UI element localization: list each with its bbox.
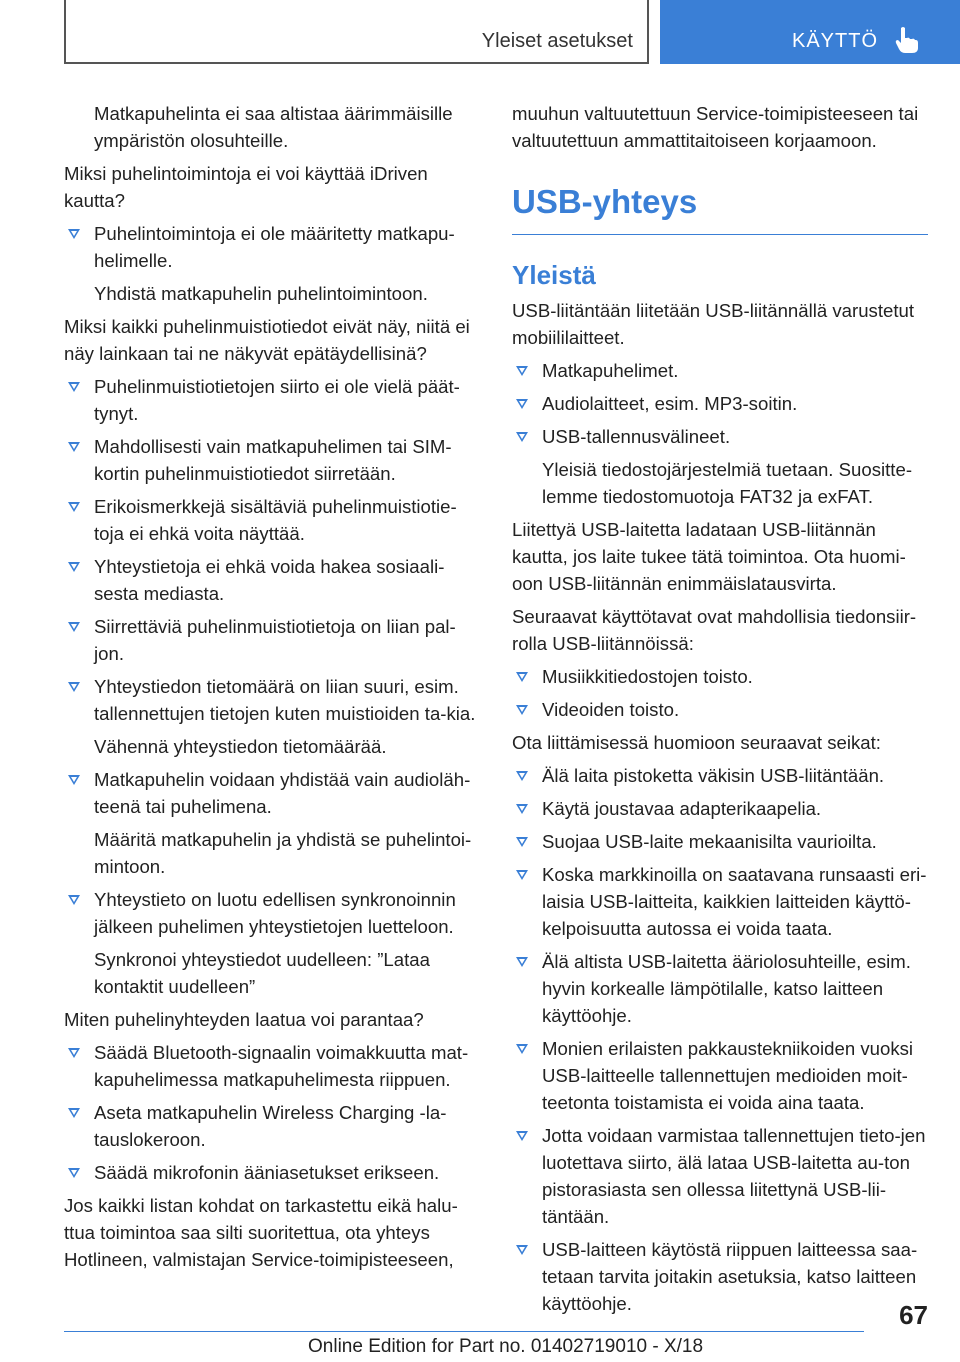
paragraph: Jos kaikki listan kohdat on tarkastettu eikä halu-ttua toimintoa saa silti suoritettua, ota yhteys Hotlineen, valmistajan Service-toimipisteeseen,	[64, 1195, 458, 1270]
list-item: Aseta matkapuhelin Wireless Charging -la-tauslokeroon.	[64, 1099, 480, 1153]
left-column	[64, 100, 480, 1279]
list-item: Puhelintoimintoja ei ole määritetty matkapu-helimelle.	[64, 220, 480, 274]
header-section-tab	[64, 0, 649, 64]
section-heading: USB-yhteys	[512, 182, 928, 235]
triangle-bullet-icon	[516, 366, 528, 376]
page-number: 67	[899, 1300, 928, 1330]
triangle-bullet-icon	[516, 1131, 528, 1141]
paragraph: Matkapuhelinta ei saa altistaa äärimmäisille ympäristön olosuhteille.	[94, 103, 453, 151]
list-item: Säädä Bluetooth-signaalin voimakkuutta mat-kapuhelimessa matkapuhelimesta riippuen.	[64, 1039, 480, 1093]
triangle-bullet-icon	[516, 771, 528, 781]
question: Miten puhelinyhteyden laatua voi parantaa?	[64, 1009, 424, 1030]
triangle-bullet-icon	[68, 229, 80, 239]
triangle-bullet-icon	[516, 705, 528, 715]
triangle-bullet-icon	[68, 502, 80, 512]
header-chapter-tab	[660, 0, 960, 64]
list-item: Yhteystieto on luotu edellisen synkronoinnin jälkeen puhelimen yhteystietojen luetteloon.	[64, 886, 480, 940]
list-sub: Määritä matkapuhelin ja yhdistä se puhelintoi-mintoon.	[94, 829, 472, 877]
section-title: Yleiset asetukset	[481, 30, 633, 52]
paragraph: USB-liitäntään liitetään USB-liitännällä varustetut mobiililaitteet.	[512, 300, 915, 348]
list-item: Älä altista USB-laitetta ääriolosuhteille, esim. hyvin korkealle lämpötilalle, katso laitteen käyttöohje.	[512, 948, 928, 1029]
list-item: Säädä mikrofonin ääniasetukset erikseen.	[64, 1159, 480, 1186]
footer-edition: Online Edition for Part no. 01402719010 - X/18	[308, 1336, 704, 1357]
list-item: Erikoismerkkejä sisältäviä puhelinmuistiotie-toja ei ehkä voita näyttää.	[64, 493, 480, 547]
triangle-bullet-icon	[516, 870, 528, 880]
list-item: Siirrettäviä puhelinmuistiotietoja on liian pal-jon.	[64, 613, 480, 667]
triangle-bullet-icon	[516, 804, 528, 814]
paragraph: Ota liittämisessä huomioon seuraavat seikat:	[512, 732, 881, 753]
triangle-bullet-icon	[516, 957, 528, 967]
list-sub: Synkronoi yhteystiedot uudelleen: ”Lataa kontaktit uudelleen”	[94, 949, 430, 997]
paragraph: muuhun valtuutettuun Service-toimipisteeseen tai valtuutettuun ammattitaitoiseen korjaamoon.	[512, 103, 919, 151]
subsection-heading: Yleistä	[512, 260, 596, 290]
list-item: Puhelinmuistiotietojen siirto ei ole vielä päät-tynyt.	[64, 373, 480, 427]
list-item: Matkapuhelimet.	[512, 357, 928, 384]
triangle-bullet-icon	[516, 1044, 528, 1054]
triangle-bullet-icon	[516, 1245, 528, 1255]
list-item: Jotta voidaan varmistaa tallennettujen tieto-jen luotettava siirto, älä lataa USB-laitetta au-ton pistorasiasta sen ollessa liitettynä USB-lii-täntään.	[512, 1122, 928, 1230]
list-item: Älä laita pistoketta väkisin USB-liitäntään.	[512, 762, 928, 789]
right-column	[512, 100, 928, 1323]
triangle-bullet-icon	[68, 382, 80, 392]
list-sub: Vähennä yhteystiedon tietomäärää.	[94, 736, 387, 757]
list-item: Videoiden toisto.	[512, 696, 928, 723]
paragraph: Liitettyä USB-laitetta ladataan USB-liitännän kautta, jos laite tukee tätä toimintoa. Ota huomi-oon USB-liitännän enimmäislatausvirta.	[512, 519, 906, 594]
triangle-bullet-icon	[68, 442, 80, 452]
list-item: USB-tallennusvälineet.	[512, 423, 928, 450]
list-item: Audiolaitteet, esim. MP3-soitin.	[512, 390, 928, 417]
list-item: USB-laitteen käytöstä riippuen laitteessa saa-tetaan tarvita joitakin asetuksia, katso laitteen käyttöohje.	[512, 1236, 928, 1317]
triangle-bullet-icon	[68, 562, 80, 572]
triangle-bullet-icon	[516, 432, 528, 442]
list-item: Yhteystiedon tietomäärä on liian suuri, esim. tallennettujen tietojen kuten muistioiden ta-kia.	[64, 673, 480, 727]
list-item: Monien erilaisten pakkaustekniikoiden vuoksi USB-laitteelle tallennettujen medioiden moit-teetonta toistamista ei voida aina taata.	[512, 1035, 928, 1116]
list-item: Matkapuhelin voidaan yhdistää vain audioläh-teenä tai puhelimena.	[64, 766, 480, 820]
triangle-bullet-icon	[68, 622, 80, 632]
chapter-title: KÄYTTÖ	[792, 30, 879, 52]
list-item: Mahdollisesti vain matkapuhelimen tai SIM-kortin puhelinmuistiotiedot siirretään.	[64, 433, 480, 487]
triangle-bullet-icon	[68, 1048, 80, 1058]
list-item: Yhteystietoja ei ehkä voida hakea sosiaali-sesta mediasta.	[64, 553, 480, 607]
triangle-bullet-icon	[68, 1168, 80, 1178]
triangle-bullet-icon	[68, 682, 80, 692]
triangle-bullet-icon	[516, 672, 528, 682]
triangle-bullet-icon	[516, 399, 528, 409]
question: Miksi puhelintoimintoja ei voi käyttää iDriven kautta?	[64, 163, 428, 211]
list-item: Suojaa USB-laite mekaanisilta vaurioilta.	[512, 828, 928, 855]
list-item: Käytä joustavaa adapterikaapelia.	[512, 795, 928, 822]
list-sub: Yleisiä tiedostojärjestelmiä tuetaan. Suositte-lemme tiedostomuotoja FAT32 ja exFAT.	[542, 459, 913, 507]
list-sub: Yhdistä matkapuhelin puhelintoimintoon.	[94, 283, 428, 304]
hand-pointer-icon	[894, 26, 920, 54]
question: Miksi kaikki puhelinmuistiotiedot eivät näy, niitä ei näy lainkaan tai ne näkyvät epätäydellisinä?	[64, 316, 470, 364]
triangle-bullet-icon	[516, 837, 528, 847]
triangle-bullet-icon	[68, 1108, 80, 1118]
list-item: Musiikkitiedostojen toisto.	[512, 663, 928, 690]
triangle-bullet-icon	[68, 895, 80, 905]
list-item: Koska markkinoilla on saatavana runsaasti eri-laisia USB-laitteita, kaikkien laitteiden käyttö-kelpoisuutta autossa ei voida taata.	[512, 861, 928, 942]
footer-divider	[64, 1331, 864, 1332]
paragraph: Seuraavat käyttötavat ovat mahdollisia tiedonsiir-rolla USB-liitännöissä:	[512, 606, 917, 654]
triangle-bullet-icon	[68, 775, 80, 785]
